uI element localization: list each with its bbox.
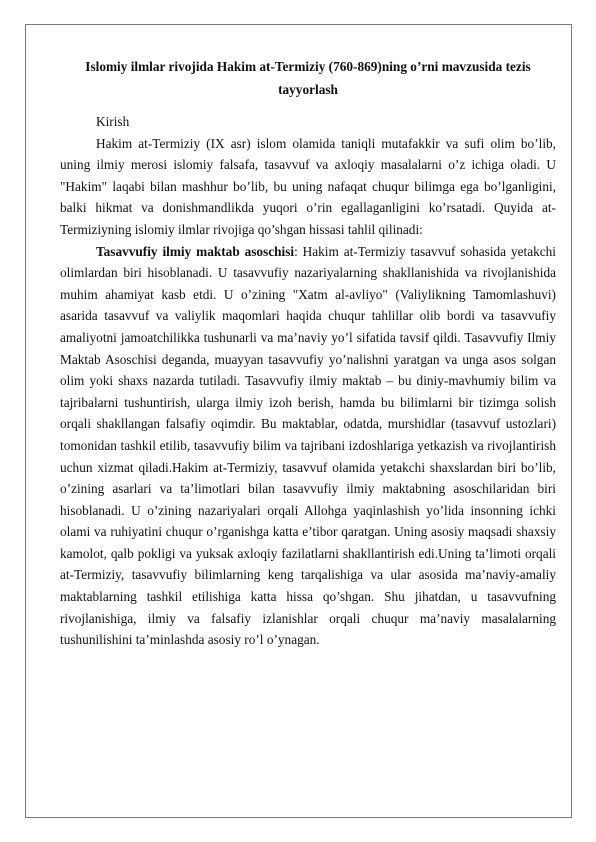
section-heading: Tasavvufiy ilmiy maktab asoschisi — [96, 243, 295, 259]
intro-paragraph: Hakim at-Termiziy (IX asr) islom olamida taniqli mutafakkir va sufi olim bo’lib, uning ilmiy merosi islomiy falsafa, tasavvuf va axloqiy masalalarni o’z ichiga oladi. U "Hakim" laqabi bilan mashhur bo’lib, bu uning nafaqat chuqur bilimga ega bo’lganligini, balki hikmat va donishmandlikda yuqori o’rin egallaganligini ko’rsatadi. Quyida at-Termiziyning islomiy ilmlar rivojiga qo’shgan hissasi tahlil qilinadi: — [60, 135, 556, 237]
document-title: Islomiy ilmlar rivojida Hakim at-Termiziy (760-869)ning o’rni mavzusida tezis tayyorlash — [85, 59, 531, 97]
section-text: : Hakim at-Termiziy tasavvuf sohasida yetakchi olimlardan biri hisoblanadi. U tasavvufiy nazariyalarning shakllanishida va rivojlanishida muhim ahamiyat kasb etdi. U o’zining "Xatm al-avliyo" (Valiylikning Tamomlashuvi) asarida tasavvuf va valiylik maqomlari haqida chuqur tahlillar olib bordi va tasavvufiy amaliyotni jamoatchilikka tushunarli va ma’naviy yo’l sifatida tavsif qildi. Tasavvufiy Ilmiy Maktab Asoschisi deganda, muayyan tasavvufiy yo’nalishni yaratgan va unga asos solgan olim yoki shaxs nazarda tutiladi. Tasavvufiy ilmiy maktab – bu diniy-mavhumiy bilim va tajribalarni tushuntirish, ularga ilmiy izoh berish, hamda bu bilimlarni bir tizimga solish orqali shakllangan falsafiy oqimdir. Bu maktablar, odatda, murshidlar (tasavvuf ustozlari) tomonidan tashkil etilib, tasavvufiy bilim va tajribani izdoshlariga yetkazish va rivojlantirish uchun xizmat qiladi.Hakim at-Termiziy, tasavvuf olamida yetakchi shaxslardan biri bo’lib, o’zining asarlari va ta’limotlari bilan tasavvufiy ilmiy maktabning asoschilaridan biri hisoblanadi. U o’zining nazariyalari orqali Allohga yaqinlashish yo’lida insonning ichki olami va ruhiyatini chuqur o’rganishga katta e’tibor qaratgan. Uning asosiy maqsadi shaxsiy kamolot, qalb pokligi va yuksak axloqiy fazilatlarni shakllantirish edi.Uning ta’limoti orqali at-Termiziy, tasavvufiy bilimlarning keng tarqalishiga va ular asosida ma’naviy-amaliy maktablarning tashkil etilishiga katta hissa qo’shgan. Shu jihatdan, u tasavvufning rivojlanishiga, ilmiy va falsafiy izlanishlar orqali chuqur ma’naviy masalalarning tushunilishini ta’minlashda asosiy ro’l o’ynagan. — [60, 243, 556, 648]
document-body — [60, 55, 556, 651]
intro-heading: Kirish — [96, 114, 130, 129]
section-paragraph — [60, 241, 556, 651]
